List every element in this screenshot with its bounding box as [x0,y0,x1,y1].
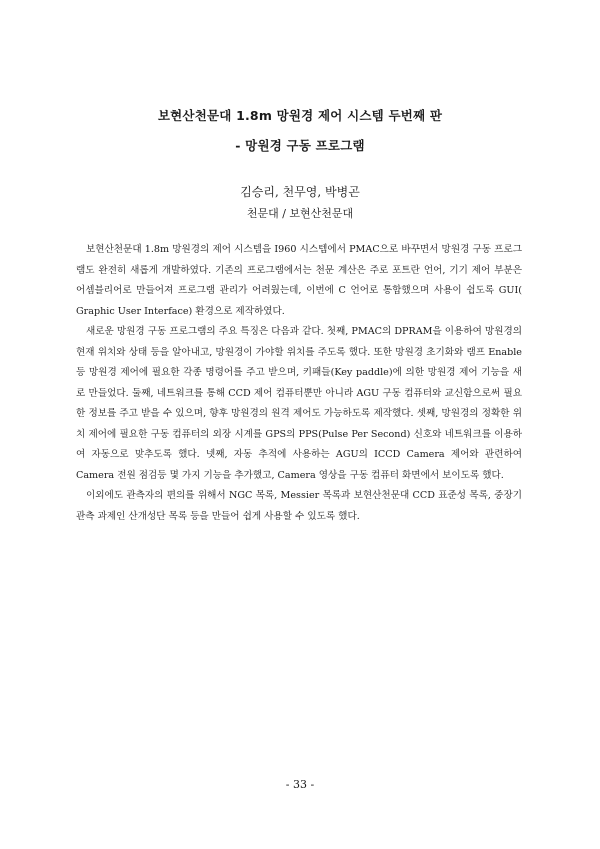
affiliation: 천문대 / 보현산천문대 [246,207,354,220]
abstract-body [76,240,522,527]
paragraph-3: 이외에도 관측자의 편의를 위해서 NGC 목록, Messier 목록과 보현산천문대 CCD 표준성 목록, 중장기 관측 과제인 산개성단 목록 등을 만들어 쉽게 사용할 수 있도록 했다. [76,490,522,522]
author-list: 김승리, 천무영, 박병곤 [240,185,360,199]
paper-title: 보현산천문대 1.8m 망원경 제어 시스템 두번째 판 [157,108,443,123]
paragraph-1: 보현산천문대 1.8m 망원경의 제어 시스템을 I960 시스템에서 PMAC으로 바꾸면서 망원경 구동 프로그램도 완전히 새롭게 개발하였다. 기존의 프로그램에서는 천문 계산은 주로 포트란 언어, 기기 제어 부분은 어셈블리어로 만들어져 프로그램 관리가 어려웠는데, 이번에 C 언어로 통합했으며 사용이 쉽도록 GUI( Graphic User Interface) 환경으로 제작하였다. [76,244,522,317]
paper-subtitle: - 망원경 구동 프로그램 [235,138,365,153]
paragraph-2: 새로운 망원경 구동 프로그램의 주요 특징은 다음과 같다. 첫째, PMAC의 DPRAM을 이용하여 망원경의 현재 위치와 상태 등을 알아내고, 망원경이 가야할 위치를 주도록 했다. 또한 망원경 초기화와 램프 Enable 등 망원경 제어에 필요한 각종 명령어를 주고 받으며, 키패들(Key paddle)에 의한 망원경 제어 기능을 새로 만들었다. 둘째, 네트워크를 통해 CCD 제어 컴퓨터뿐만 아니라 AGU 구동 컴퓨터와 교신함으로써 필요한 정보를 주고 받을 수 있으며, 향후 망원경의 원격 제어도 가능하도록 제작했다. 셋째, 망원경의 정확한 위치 제어에 필요한 구동 컴퓨터의 외장 시계를 GPS의 PPS(Pulse Per Second) 신호와 네트워크를 이용하여 자동으로 맞추도록 했다. 넷째, 자동 추적에 사용하는 AGU의 ICCD Camera 제어와 관련하여 Camera 전원 점검등 몇 가지 기능을 추가했고, Camera 영상을 구동 컴퓨터 화면에서 보이도록 했다. [76,326,522,481]
page-number: - 33 - [285,778,315,791]
